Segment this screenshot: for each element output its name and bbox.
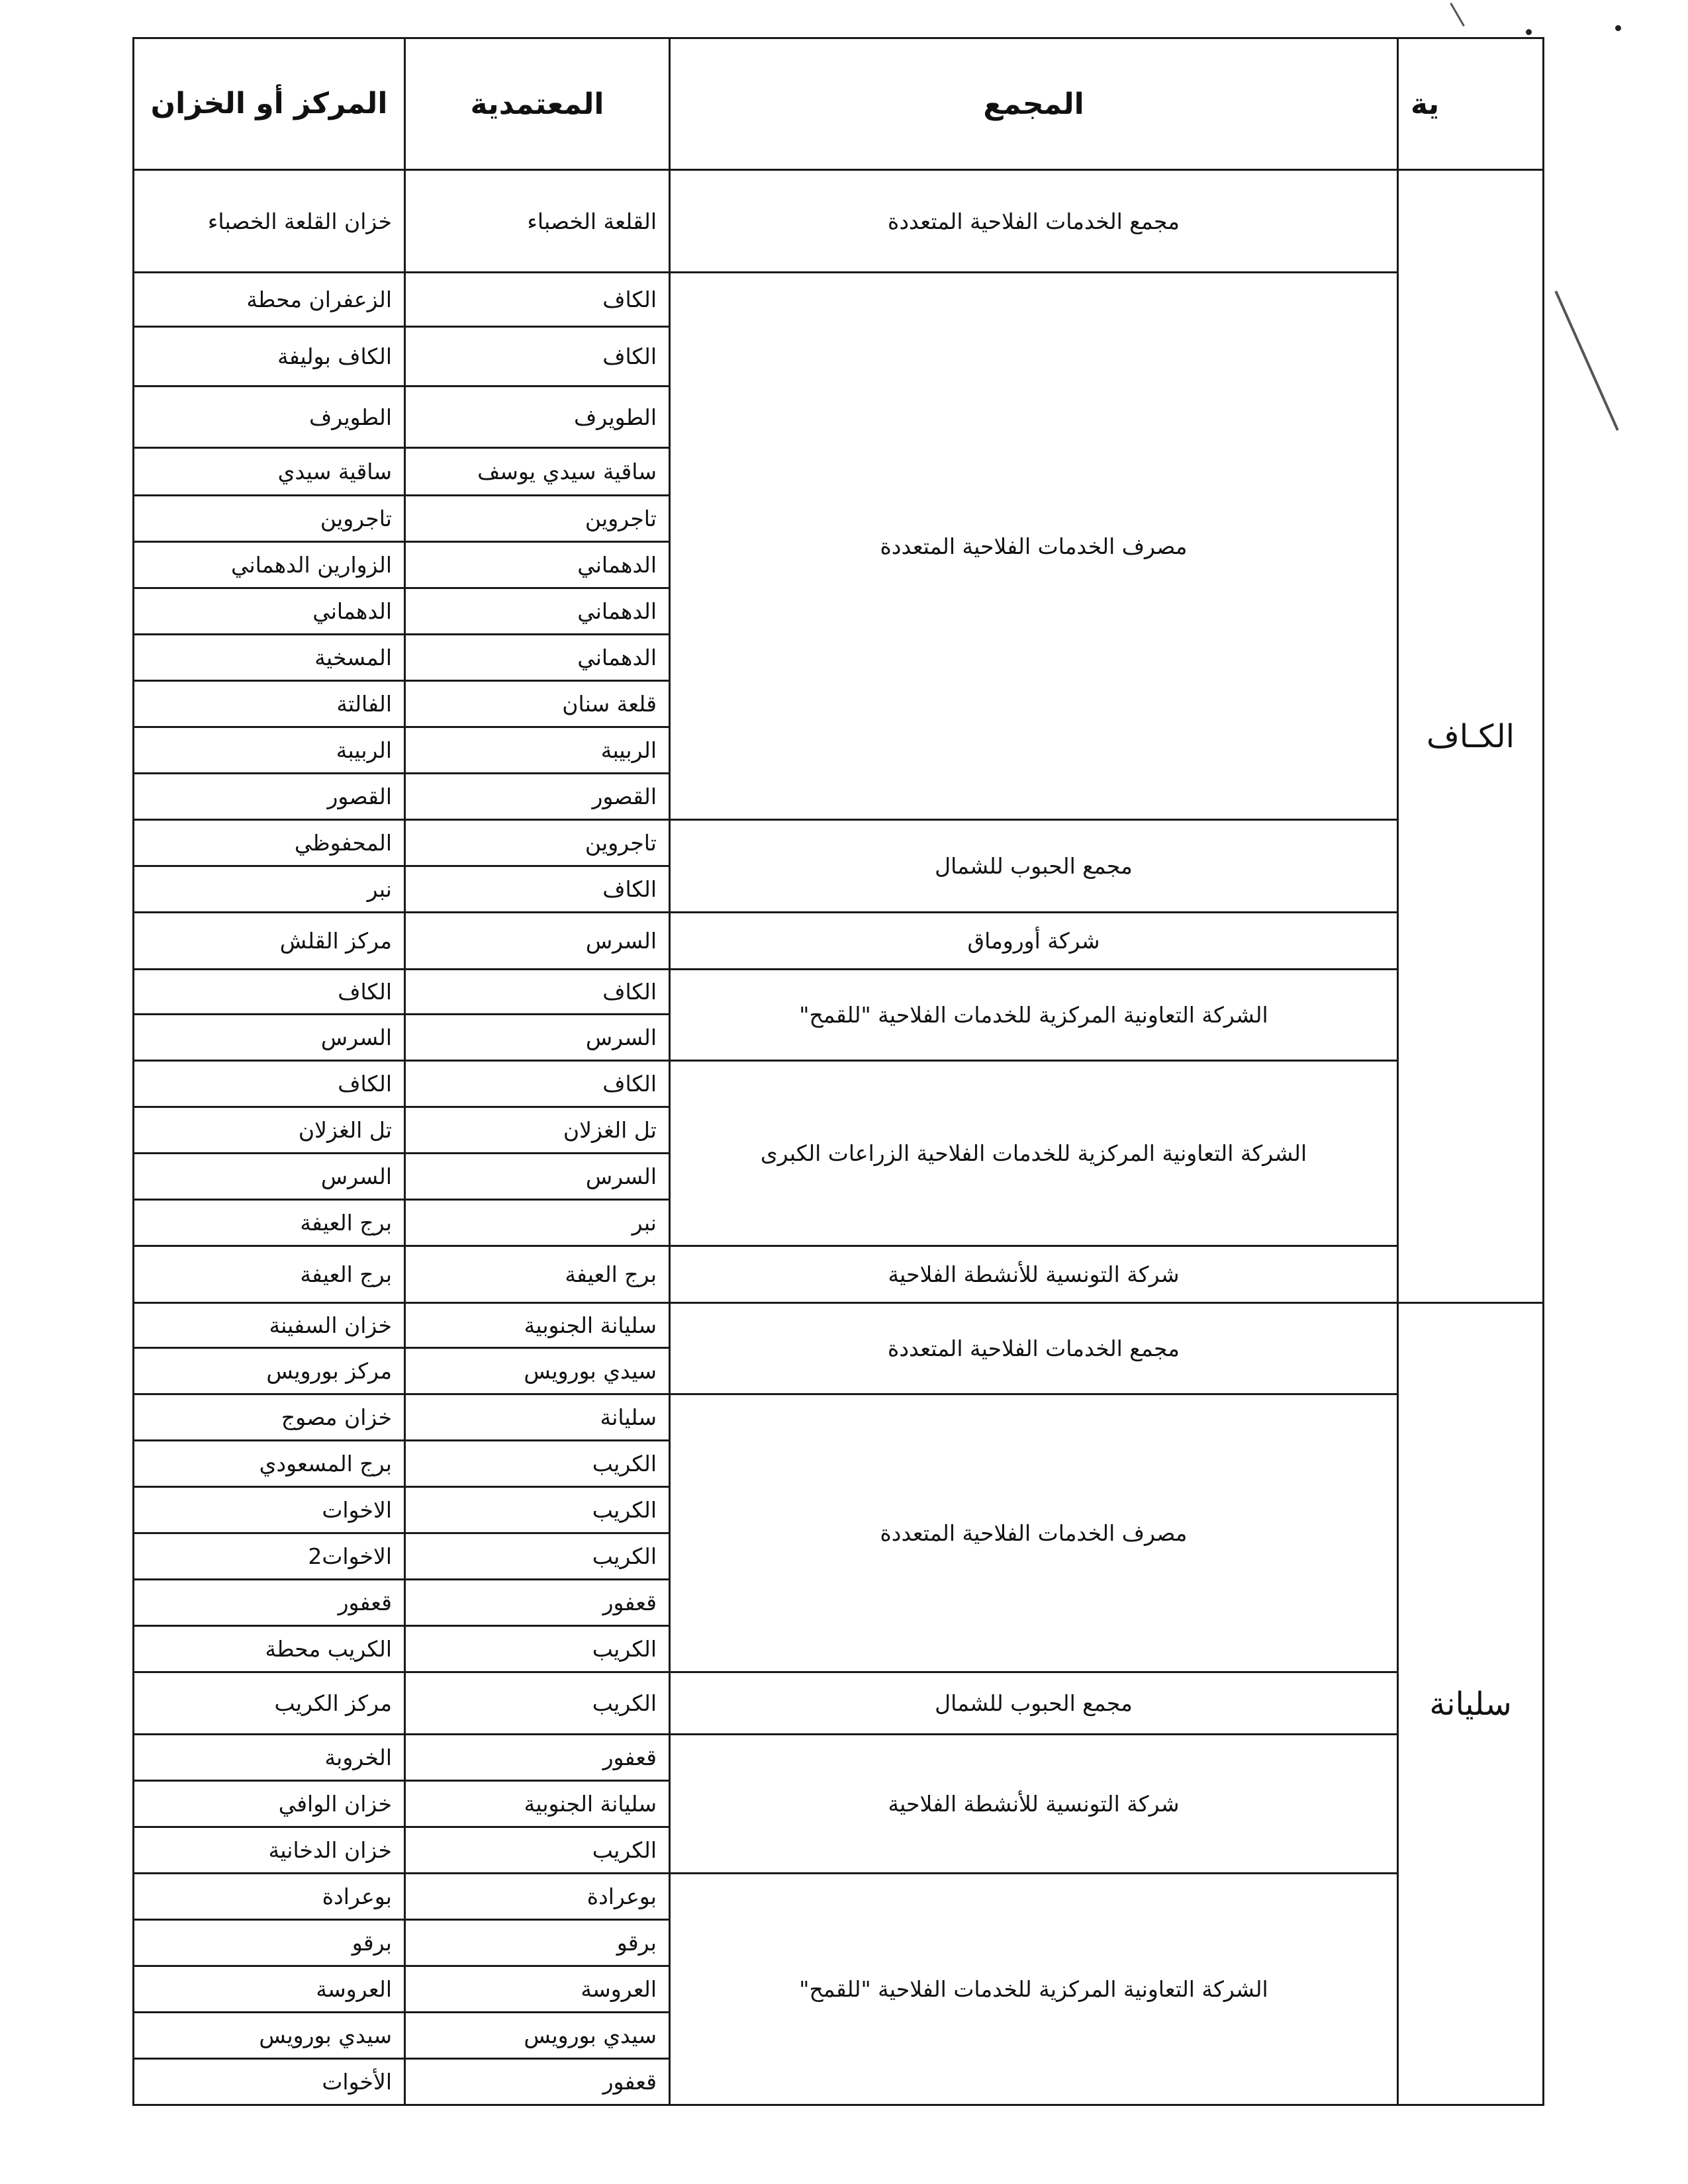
center-cell: العروسة [134,1966,405,2013]
complex-cell: الشركة التعاونية المركزية للخدمات الفلاحية الزراعات الكبرى [670,1061,1398,1246]
complex-cell: شركة التونسية للأنشطة الفلاحية [670,1735,1398,1874]
header-center: المركز أو الخزان [134,38,405,170]
table-row [134,1874,1544,1920]
complex-cell: مصرف الخدمات الفلاحية المتعددة [670,1394,1398,1672]
delegation-cell: الكريب [405,1827,670,1874]
delegation-cell: تاجروين [405,496,670,542]
complex-cell: مجمع الحبوب للشمال [670,1672,1398,1735]
delegation-cell: الكريب [405,1441,670,1487]
delegation-cell: برج العيفة [405,1246,670,1303]
table-row [134,1061,1544,1107]
table-row [134,913,1544,970]
center-cell: سيدي بورويس [134,2013,405,2059]
center-cell: مركز بورويس [134,1348,405,1394]
center-cell: المحفوظي [134,820,405,866]
delegation-cell: الكريب [405,1533,670,1580]
center-cell: برقو [134,1920,405,1966]
delegation-cell: نبر [405,1200,670,1246]
delegation-cell: الكريب [405,1626,670,1672]
complex-cell: مصرف الخدمات الفلاحية المتعددة [670,273,1398,820]
delegation-cell: ساقية سيدي يوسف [405,448,670,496]
scan-speck [1615,25,1621,31]
scan-speck [1526,29,1532,35]
center-cell: مركز القلش [134,913,405,970]
table-row [134,273,1544,327]
complex-cell: شركة أوروماق [670,913,1398,970]
governorate-cell: الكـاف [1398,170,1544,1303]
delegation-cell: قلعة سنان [405,681,670,727]
header-complex: المجمع [670,38,1398,170]
center-cell: الفالتة [134,681,405,727]
center-cell: السرس [134,1154,405,1200]
delegation-cell: الكريب [405,1487,670,1533]
delegation-cell: قعفور [405,2059,670,2105]
delegation-cell: العروسة [405,1966,670,2013]
table-header-row [134,38,1544,170]
complex-cell: شركة التونسية للأنشطة الفلاحية [670,1246,1398,1303]
center-cell: السرس [134,1015,405,1061]
center-cell: برج المسعودي [134,1441,405,1487]
scan-edge-mark [1554,291,1618,431]
delegation-cell: القلعة الخصباء [405,170,670,273]
center-cell: الزوارين الدهماني [134,542,405,588]
table-row [134,1735,1544,1781]
complex-cell: الشركة التعاونية المركزية للخدمات الفلاحية "للقمح" [670,1874,1398,2105]
table-row [134,170,1544,273]
center-cell: خزان السفينة [134,1303,405,1348]
center-cell: ساقية سيدي [134,448,405,496]
table-body [134,170,1544,2105]
delegation-cell: الكاف [405,327,670,387]
center-cell: الأخوات [134,2059,405,2105]
scan-edge-mark [1450,3,1465,26]
center-cell: الاخوات2 [134,1533,405,1580]
center-cell: الاخوات [134,1487,405,1533]
delegation-cell: تاجروين [405,820,670,866]
center-cell: الكريب محطة [134,1626,405,1672]
delegation-cell: الكاف [405,866,670,913]
delegation-cell: سيدي بورويس [405,1348,670,1394]
complex-cell: مجمع الخدمات الفلاحية المتعددة [670,170,1398,273]
governorate-cell: سليانة [1398,1303,1544,2105]
center-cell: برج العيفة [134,1246,405,1303]
delegation-cell: قعفور [405,1735,670,1781]
delegation-cell: السرس [405,1015,670,1061]
delegation-cell: سيدي بورويس [405,2013,670,2059]
delegation-cell: الدهماني [405,542,670,588]
center-cell: الكاف بوليفة [134,327,405,387]
center-cell: خزان مصوج [134,1394,405,1441]
delegation-cell: الكريب [405,1672,670,1735]
delegation-cell: الكاف [405,970,670,1015]
delegation-cell: برقو [405,1920,670,1966]
center-cell: خزان الدخانية [134,1827,405,1874]
delegation-cell: السرس [405,1154,670,1200]
table-row [134,1394,1544,1441]
table-row [134,970,1544,1015]
center-cell: مركز الكريب [134,1672,405,1735]
delegation-cell: الكاف [405,273,670,327]
delegation-cell: الدهماني [405,588,670,635]
center-cell: المسخية [134,635,405,681]
center-cell: نبر [134,866,405,913]
delegation-cell: القصور [405,774,670,820]
delegation-cell: الربيبة [405,727,670,774]
complex-cell: مجمع الخدمات الفلاحية المتعددة [670,1303,1398,1394]
center-cell: خزان القلعة الخصباء [134,170,405,273]
center-cell: خزان الوافي [134,1781,405,1827]
center-cell: برج العيفة [134,1200,405,1246]
delegation-cell: الكاف [405,1061,670,1107]
delegation-cell: الطويرف [405,387,670,448]
delegation-cell: الدهماني [405,635,670,681]
delegation-cell: سليانة [405,1394,670,1441]
table-row [134,820,1544,866]
header-delegation: المعتمدية [405,38,670,170]
center-cell: الربيبة [134,727,405,774]
center-cell: الكاف [134,1061,405,1107]
table-row [134,1246,1544,1303]
delegation-cell: سليانة الجنوبية [405,1781,670,1827]
delegation-cell: بوعرادة [405,1874,670,1920]
center-cell: الدهماني [134,588,405,635]
center-cell: تل الغزلان [134,1107,405,1154]
complex-cell: مجمع الحبوب للشمال [670,820,1398,913]
header-governorate: ية [1398,38,1544,170]
delegation-cell: تل الغزلان [405,1107,670,1154]
delegation-cell: السرس [405,913,670,970]
center-cell: الخروبة [134,1735,405,1781]
center-cell: الزعفران محطة [134,273,405,327]
collection-centers-table [132,37,1544,2106]
center-cell: القصور [134,774,405,820]
center-cell: تاجروين [134,496,405,542]
center-cell: بوعرادة [134,1874,405,1920]
table-row [134,1672,1544,1735]
center-cell: الكاف [134,970,405,1015]
center-cell: الطويرف [134,387,405,448]
complex-cell: الشركة التعاونية المركزية للخدمات الفلاحية "للقمح" [670,970,1398,1061]
delegation-cell: سليانة الجنوبية [405,1303,670,1348]
table-row [134,1303,1544,1348]
center-cell: قعفور [134,1580,405,1626]
delegation-cell: قعفور [405,1580,670,1626]
